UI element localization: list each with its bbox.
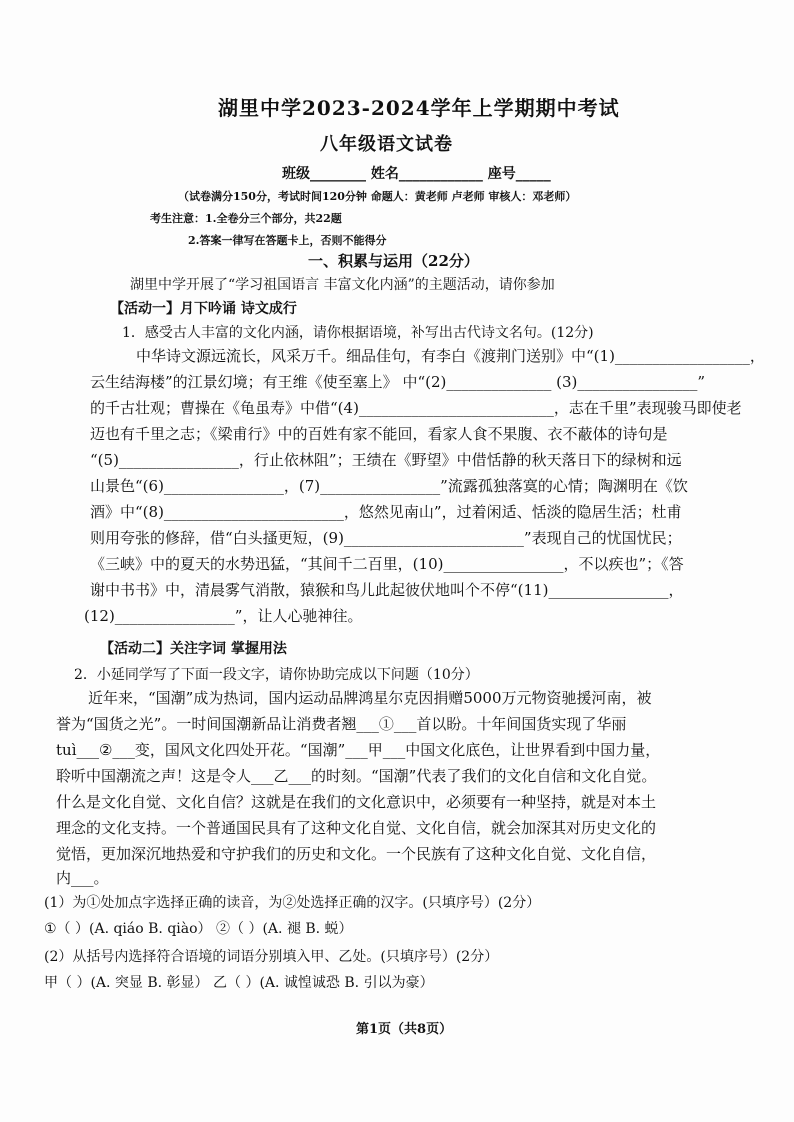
- notice-line-2: 2.答案一律写在答题卡上，否则不能得分: [188, 234, 387, 247]
- exam-title: 湖里中学2023-2024学年上学期期中考试: [218, 96, 620, 120]
- question-1: 1．感受古人丰富的文化内涵，请你根据语境，补写出古代诗文名句。(12分): [122, 325, 594, 341]
- passage-line: tuì___②___变，国风文化四处开花。“国潮”___甲___中国文化底色，让世界看到中国力量，: [56, 741, 661, 759]
- notice-line-1: 考生注意：1.全卷分三个部分，共22题: [150, 212, 342, 225]
- passage-line: 理念的文化支持。一个普通国民具有了这种文化自觉、文化自信，就会加深其对历史文化的: [56, 819, 657, 837]
- activity-2-title: 【活动二】关注字词 掌握用法: [100, 641, 287, 657]
- passage-line: 云生结海楼”的江景幻境；有王维《使至塞上》 中“(2)______________ (3)________________”: [90, 373, 706, 391]
- passage-line: 酒》中“(8)________________________，悠然见南山”，过着闲适、恬淡的隐居生活；杜甫: [90, 503, 682, 521]
- section-title: 一、积累与运用（22分）: [308, 252, 479, 270]
- activity-1-title: 【活动一】月下吟诵 诗文成行: [110, 301, 297, 317]
- sub-question-2: (2）从括号内选择符合语境的词语分别填入甲、乙处。(只填序号）(2分）: [44, 949, 499, 965]
- passage-line: 誉为“国货之光”。一时间国潮新品让消费者翘___①___首以盼。十年间国货实现了华丽: [56, 715, 627, 733]
- passage-line: 的千古壮观；曹操在《龟虽寿》中借“(4)__________________________，志在千里”表现骏马即使老: [90, 399, 742, 417]
- passage-line: 山景色“(6)________________，(7)________________”流露孤独落寞的心情；陶渊明在《饮: [90, 477, 688, 495]
- exam-subtitle: 八年级语文试卷: [320, 134, 453, 155]
- passage-line: 迈也有千里之志；《梁甫行》中的百姓有家不能回，看家人食不果腹、衣不蔽体的诗句是: [90, 425, 668, 443]
- sub-question-2-options: 甲（ ）(A. 突显 B. 彰显） 乙（ ）(A. 诚惶诚恐 B. 引以为豪）: [44, 975, 434, 991]
- passage-line: (12)________________”，让人心驰神往。: [84, 607, 363, 625]
- section-intro: 湖里中学开展了“学习祖国语言 丰富文化内涵”的主题活动，请你参加: [130, 277, 555, 293]
- passage-line: 《三峡》中的夏天的水势迅猛，“其间千二百里，(10)________________，不以疾也”；《答: [90, 555, 684, 573]
- sub-question-1-options: ①（ ）(A. qiáo B. qiào） ②（ ）(A. 褪 B. 蜕）: [44, 921, 353, 937]
- passage-line: 觉悟，更加深沉地热爱和守护我们的历史和文化。一个民族有了这种文化自觉、文化自信，: [56, 845, 657, 863]
- page-number: 第1页（共8页）: [356, 1022, 453, 1037]
- passage-line: 近年来，“国潮”成为热词，国内运动品牌鸿星尔克因捐赠5000万元物资驰援河南，被: [88, 689, 652, 707]
- sub-question-1: (1）为①处加点字选择正确的读音，为②处选择正确的汉字。(只填序号）(2分）: [44, 895, 541, 911]
- passage-line: 什么是文化自觉、文化自信？这就是在我们的文化意识中，必须要有一种坚持，就是对本土: [56, 793, 657, 811]
- passage-line: 内___。: [56, 869, 109, 887]
- passage-line: 聆听中国潮流之声！这是令人___乙___的时刻。“国潮”代表了我们的文化自信和文化自觉。: [56, 767, 657, 785]
- passage-line: 中华诗文源远流长，风采万千。细品佳句，有李白《渡荆门送别》中“(1)__________________，: [136, 347, 765, 365]
- student-info-fields: 班级________ 姓名____________ 座号_____: [282, 166, 551, 182]
- passage-line: “(5)________________，行止依林阻”；王绩在《野望》中借恬静的秋天落日下的绿树和远: [90, 451, 682, 469]
- exam-info: （试卷满分150分，考试时间120分钟 命题人：黄老师 卢老师 审核人：邓老师）: [178, 190, 577, 203]
- passage-line: 谢中书书》中，清晨雾气消散，猿猴和鸟儿此起彼伏地叫个不停“(11)________________，: [90, 581, 684, 599]
- passage-line: 则用夸张的修辞，借“白头搔更短，(9)________________________”表现自己的忧国忧民；: [90, 529, 682, 547]
- question-2: 2．小延同学写了下面一段文字，请你协助完成以下问题（10分）: [74, 667, 479, 683]
